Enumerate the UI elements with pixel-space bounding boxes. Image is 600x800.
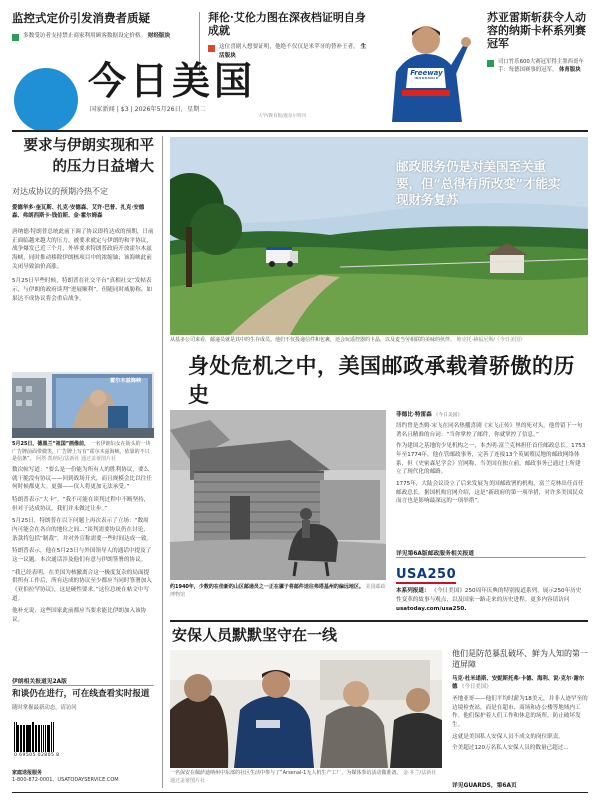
security-caption-text: 一名保安在佩萨迪纳州中东部的社区生活中参与了“Arsenal-1无人机生产工厂，为媒体参访活动做准备。 [170, 770, 402, 776]
postal-byline-source: 《今日美国》 [433, 413, 463, 418]
postal-lead-caption [170, 337, 588, 345]
tehran-caption-strong: 5月25日，德黑兰“祖国”画像前， [12, 441, 90, 447]
postal-historic-caption [170, 584, 386, 599]
driver-photo [368, 14, 476, 122]
postal-article[interactable] [396, 410, 586, 506]
teaser-right[interactable] [487, 12, 593, 75]
security-byline: 马克·杜米诺斯、安妮斯托弗·卡德、海利、说·克尔·谢尔德 [452, 675, 585, 690]
iran-headline: 要求与伊朗实现和平的压力日益增大 [23, 137, 154, 175]
barcode-digits: 0 69505 02805 8 [14, 753, 60, 758]
security-body-1: 圣地亚哥——他们平均时薪为18美元，并非人迹罕至的边境检查站，而是在超市、商场和办公楼等地域内工作。他们保护着人们工作和休息的场所，防止破坏发生。 [452, 695, 588, 728]
masthead-dot-logo[interactable] [14, 68, 78, 132]
teaser-left-text: 多数受访者支持禁止商家利用顾客数据设定价格。 [23, 32, 147, 39]
teaser-center-marker-icon [208, 45, 215, 52]
usa250-promo[interactable] [396, 563, 586, 613]
iran-body-5: 5月25日，特朗普在以下问题上再次表示了立场：“数周内可能会在各自的地位之间...”谈判需要协议仍在讨论，条款将包括“制裁”，并对外宣称需要一些时间达成一致。 [12, 518, 153, 542]
iran-body-6: 特朗普表示，他在5月23日与外国领导人的通话中提及了这一议题。本次通话涉及他们有意与伊朗签署的协议。 [12, 548, 152, 563]
iran-body-7: “我已经表明，在美国为核撤离合这一极度复杂的局面提供所有工作后，所有达成的协议至少都应当同时签署加入《亚伯拉罕协议》，这是硬性要求。”这位总统在帖文中写道。 [12, 569, 152, 602]
usa250-text: 《今日美国》250周年庆典的特别报道系列，展示250年历史性变革的故事与观点，以及国家一路走来的历史进程。更多内容请访问 [396, 588, 582, 603]
tehran-photo-caption [12, 441, 154, 464]
iran-body-4: 特朗普表示“大卡”。“我不可能在谈判过程中不断坚持，但对于达成协议，我们并未做过让步。” [12, 496, 150, 512]
iran-byline: 爱德华多·奎瓦斯、扎克·安德森、艾许·巴普、扎克·安德森、弗朗西斯卡·钱伯斯、金·霍尔姆森 [12, 204, 145, 220]
tehran-sign-text: 霍尔木兹海峡 [110, 378, 142, 384]
iran-story[interactable] [12, 136, 154, 303]
peace-talks-promo[interactable] [12, 689, 154, 711]
postal-headline[interactable]: 身处危机之中，美国邮政承载着骄傲的历史 [188, 353, 575, 407]
tehran-photo [12, 372, 154, 438]
teaser-center-text: 这位喜剧人想要证明，他绝不仅仅是米苹牙的替补王者。 [219, 43, 359, 50]
postal-body-3: 1775年，大陆会议设立了后来发展为美国邮政署的机构，富兰克林出任首任邮政总长。据国机构官网介绍，这是“新政府的第一项举措，对许多美国民众而言也是影响最深远的一项举措”。 [396, 480, 584, 505]
teaser-left-marker-icon [12, 34, 19, 41]
usa250-title: 本系列报道： [396, 588, 430, 595]
teaser-center-headline: 拜伦·艾伦力图在深夜档证明自身成就 [208, 11, 366, 37]
postal-lead-photo [170, 137, 588, 335]
peace-talks-headline: 和谈仍在进行，可在线查看实时报道 [12, 689, 150, 699]
postal-lead-caption-credit: 维克托·赫福尼斯/《今日美国》 [456, 337, 525, 343]
postal-historic-caption-credit: 美国邮政博物馆 [170, 584, 386, 598]
security-subhead: 他们是防范暴乱破坏、鲜为人知的第一道屏障 [452, 649, 588, 670]
teaser-left-headline: 监控式定价引发消费者质疑 [12, 11, 150, 25]
iran-story-cont [12, 466, 154, 625]
usa250-logo: USA250 [396, 568, 456, 584]
masthead-ear: 大学/教育版/康奈尔特刊 [258, 114, 307, 119]
postal-historic-photo [170, 410, 386, 580]
barcode [14, 722, 72, 760]
iran-continued-link[interactable]: 伊朗相关报道见2A版 [12, 679, 67, 685]
tehran-caption-text: 一名伊朗妇女在街头的一块广告牌前面带微笑，广告牌上写有“霍尔木兹海峡，依靠的不只是信条”。 [12, 441, 151, 462]
footer-delivery[interactable] [12, 770, 154, 785]
security-body-3: 全美超过120万名私人安保人员的数量已超过... [452, 745, 569, 752]
iran-body-3: 数次帖写道：“要么是一份能为所有人的胜利协议，要么就干脆没有协议——回到战场开火，而且规模会比以往任何时候都更大。更强——仅人将更加无法承受。” [12, 467, 152, 491]
postal-overlay-text: 邮政服务仍是对美国至关重要，但“总得有所改变”才能实现财务复苏 [396, 159, 561, 207]
teaser-right-headline: 苏亚雷斯斩获令人动容的纳斯卡杯系列赛冠军 [487, 11, 586, 50]
footer-delivery-phone: 1-800-872-0001、USATODAYSERVICE.COM [12, 777, 119, 784]
iran-body-1: 唐纳德·特朗普总统此前下调了协议即将达成的预期，日前正面临越来越大的压力，被要求就定与伊朗的和平协议，战争爆发已近三个月，外界要求特朗普政府开放霍尔木兹海峡，同时推动移除伊朗核项目中的浓缩铀；该海峡此前关闭导致油价高涨。 [12, 229, 154, 270]
masthead-info: 国家新闻 | $3 | 2026年5月26日，星期二 [90, 106, 206, 113]
car-sponsor-logo: Freeway INSURANCE [410, 69, 443, 80]
tehran-caption-credit: 阿塔·凯纳尼/法新社 通过盖蒂图片社 [36, 456, 117, 462]
usa250-url[interactable]: usatoday.com/usa250. [396, 605, 467, 612]
postal-lead-caption-text: 从基多公司来看，邮递员就是其中的生存成员。他们不仅投递信件和包裹，还会玩遥控器的卡晶，以及麦当劳相联的美味的伙伴。 [170, 337, 456, 343]
teaser-left-tag: 财经版块 [147, 32, 171, 39]
security-continued-link[interactable]: 详见GUARDS，第6A页 [452, 783, 517, 789]
teaser-right-text: 司口竹乐600大赛冠军得主墨西哥车手：每德国赛事的冠军。 [498, 58, 584, 74]
iran-body-2: 5月25日早些时候，特朗普在社交平台“真相社交”发帖表示，与伊朗的政府谈判“进展顺利”，但随同时威胁称，如果达不成协议将会重启战争。 [12, 278, 153, 302]
masthead-title[interactable]: 今日美国 [88, 58, 257, 103]
peace-talks-text: 随时掌握最新动态，请访问 [12, 704, 77, 711]
postal-historic-caption-text: 约1940年，少数的在佳新的山区邮递员之一正在骡子将邮件送往弗塔基州的偏远地区。 [170, 584, 364, 590]
security-caption-credit: 金·本兰/法新社 通过盖蒂图片社 [170, 770, 437, 784]
iran-subhead: 对达成协议的预期冷热不定 [12, 187, 108, 197]
postal-body-1: 纽约曾是杰姆·宋飞在同名热播喜剧《宋飞正传》里的死对头。他曾留下一句著名且精准的台词：“当你掌控了邮件，你就掌控了信息。” [396, 423, 583, 438]
security-byline-source: 《今日美国》 [459, 683, 492, 690]
footer-delivery-label: 家庭送报服务 [12, 770, 43, 776]
security-photo-caption [170, 770, 442, 785]
teaser-center-tag: 生活版块 [219, 43, 367, 59]
teaser-left[interactable] [12, 12, 190, 41]
security-body-2: 这就是美国私人安保人员不成文的岗位职责。 [452, 733, 564, 740]
postal-body-2: 作为建国之基地的少见机构之一，本杰明·富兰克林担任首任邮政总长。1753年至1774年，他在管邮政事务，完善了连接13个英属殖民地的邮政网络体系，但《史密森尼学会》官网称，当美国在独立前，邮政事务已通过上所建立了现代化的邮路。 [396, 443, 586, 476]
security-headline[interactable]: 安保人员默默坚守在一线 [172, 626, 338, 644]
iran-body-8: 他补充说，这些国家此前都应当要求能比伊朗加入该协议。 [12, 608, 147, 623]
teaser-center[interactable] [208, 12, 368, 60]
security-article[interactable] [452, 648, 588, 753]
security-photo [170, 650, 442, 768]
teaser-right-tag: 体育版块 [559, 67, 581, 74]
postal-continued-link[interactable]: 详见第6A版邮政服务相关报道 [396, 551, 475, 557]
postal-byline: 菲德比·特雷森 [396, 412, 432, 418]
teaser-right-marker-icon [487, 60, 494, 67]
